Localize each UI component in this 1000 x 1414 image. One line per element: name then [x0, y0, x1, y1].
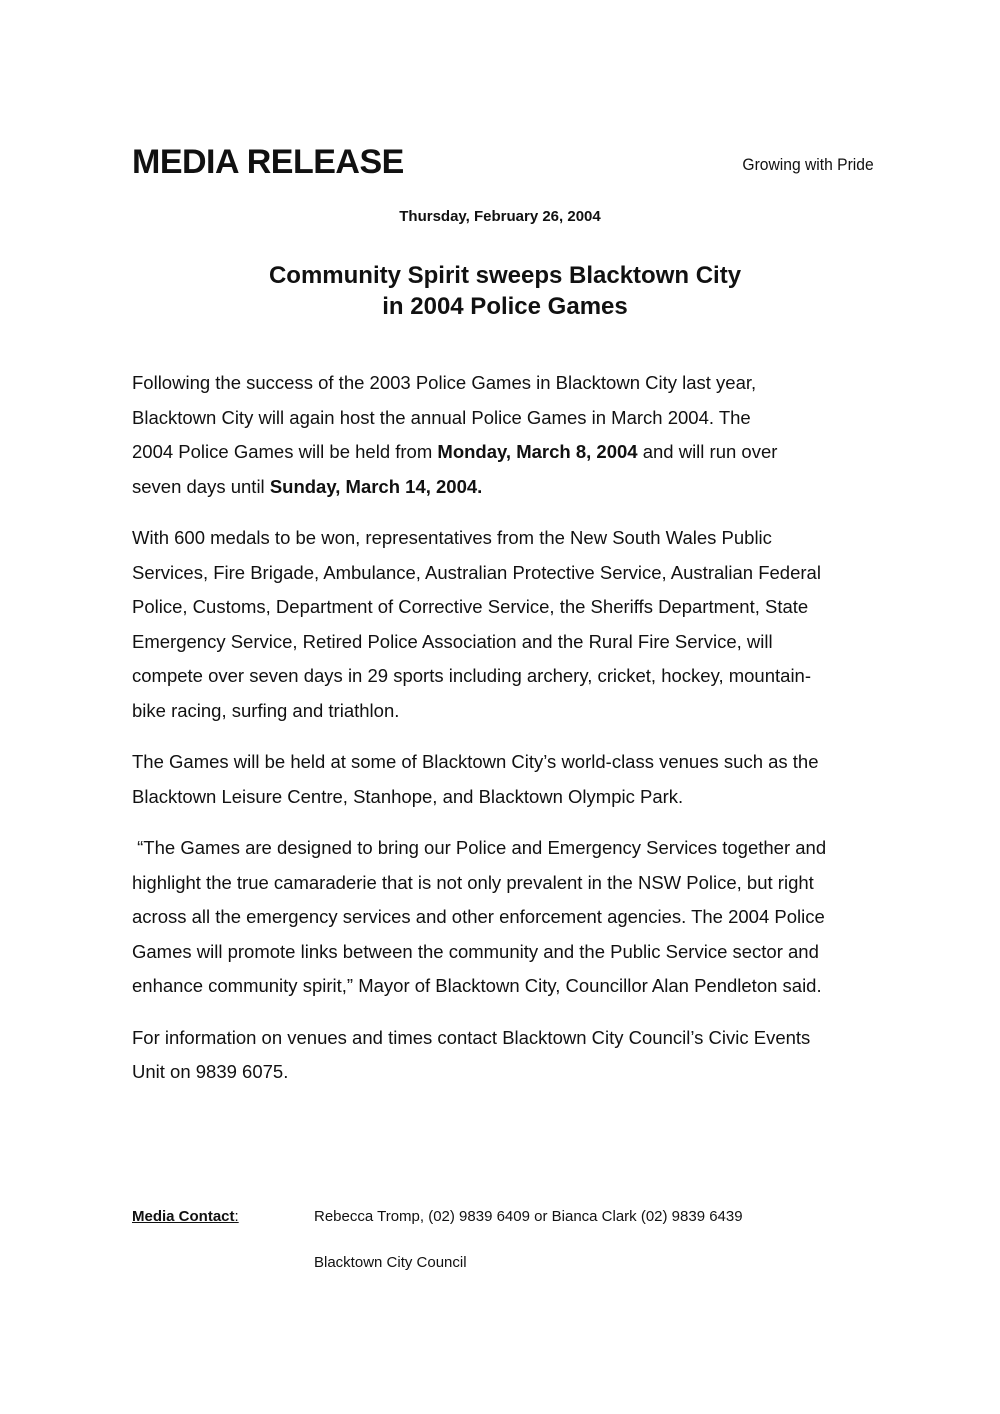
- text-line: Following the success of the 2003 Police Games in Blacktown City last year,: [132, 372, 757, 393]
- text-line: Unit on 9839 6075.: [132, 1061, 289, 1082]
- paragraph-information: [132, 1021, 900, 1090]
- media-contact-organisation: Blacktown City Council: [314, 1254, 467, 1271]
- text-line: enhance community spirit,” Mayor of Blacktown City, Councillor Alan Pendleton said.: [132, 975, 822, 996]
- tagline: Growing with Pride: [742, 155, 874, 174]
- release-date: Thursday, February 26, 2004: [399, 208, 601, 225]
- text-run: seven days until: [132, 475, 270, 497]
- paragraph-quote: [132, 831, 900, 1004]
- headline: [100, 260, 910, 322]
- text-line: highlight the true camaraderie that is not only prevalent in the NSW Police, but right: [132, 871, 814, 893]
- text-line: across all the emergency services and other enforcement agencies. The 2004 Police: [132, 906, 825, 927]
- text-line: bike racing, surfing and triathlon.: [132, 699, 400, 721]
- text-line: The Games will be held at some of Blacktown City’s world-class venues such as the: [132, 751, 819, 772]
- text-run: and will run over: [637, 441, 778, 462]
- headline-line-1: Community Spirit sweeps Blacktown City: [268, 262, 742, 289]
- text-line: Blacktown City will again host the annual Police Games in March 2004. The: [132, 406, 751, 428]
- text-run: 2004 Police Games will be held from: [132, 441, 438, 462]
- text-line: Emergency Service, Retired Police Association and the Rural Fire Service, will: [132, 630, 773, 652]
- article-body: [132, 366, 900, 1107]
- media-contact-colon: :: [234, 1208, 239, 1225]
- start-date-bold: Monday, March 8, 2004: [437, 441, 638, 462]
- text-line: [132, 470, 900, 505]
- text-line: Police, Customs, Department of Corrective Service, the Sheriffs Department, State: [132, 596, 809, 617]
- text-line: For information on venues and times contact Blacktown City Council’s Civic Events: [132, 1026, 811, 1048]
- text-line: “The Games are designed to bring our Police and Emergency Services together and: [132, 837, 827, 858]
- paragraph-intro: [132, 366, 900, 504]
- paragraph-venues: [132, 745, 900, 814]
- text-line: With 600 medals to be won, representatives from the New South Wales Public: [132, 527, 772, 548]
- media-contact-label: [132, 1206, 239, 1228]
- text-line: Services, Fire Brigade, Ambulance, Australian Protective Service, Australian Federal: [132, 561, 821, 583]
- text-line: Games will promote links between the community and the Public Service sector and: [132, 940, 819, 962]
- headline-line-2: in 2004 Police Games: [382, 293, 628, 320]
- text-line: [132, 435, 900, 470]
- media-contact-label-text: Media Contact: [132, 1208, 235, 1225]
- end-date-bold: Sunday, March 14, 2004.: [269, 475, 483, 497]
- media-contact-details: Rebecca Tromp, (02) 9839 6409 or Bianca Clark (02) 9839 6439: [314, 1208, 743, 1225]
- text-line: compete over seven days in 29 sports including archery, cricket, hockey, mountain-: [132, 665, 811, 686]
- text-line: Blacktown Leisure Centre, Stanhope, and Blacktown Olympic Park.: [132, 785, 684, 807]
- page-header: [132, 140, 874, 184]
- paragraph-participants: [132, 521, 900, 728]
- masthead-title: MEDIA RELEASE: [132, 143, 404, 181]
